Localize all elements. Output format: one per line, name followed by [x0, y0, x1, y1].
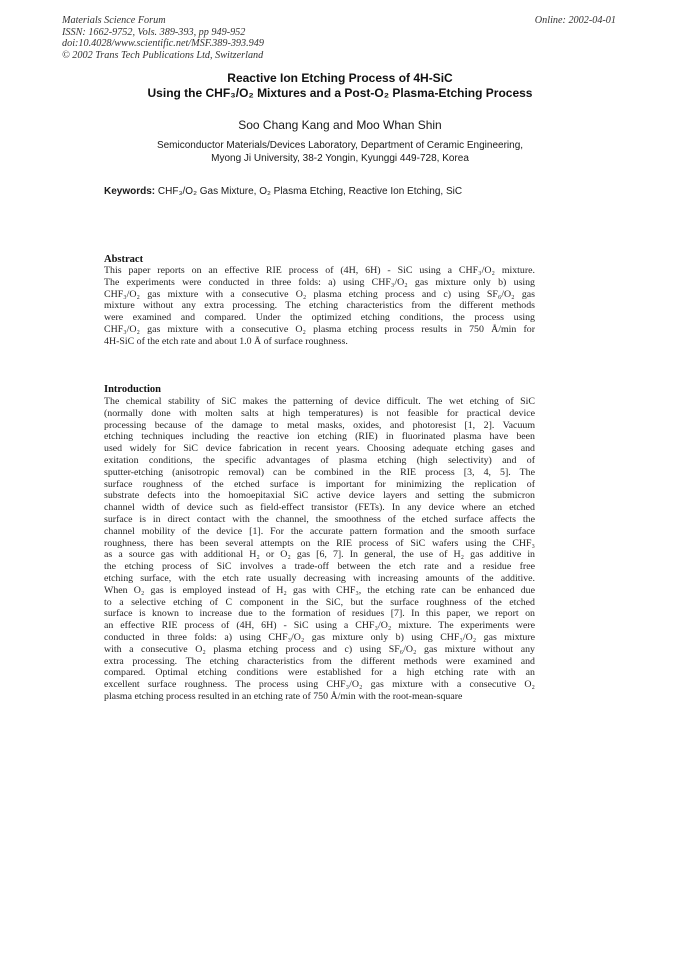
intro-line: to a selective etching of C component in the SiC, but the surface roughness of the etched — [104, 596, 535, 608]
keywords — [104, 186, 604, 198]
intro-line: with a consecutive O₂ plasma etching process and c) using SF₆/O₂ gas mixture without any — [104, 643, 535, 655]
intro-line: exitation conditions, the specific advantages of plasma etching (high selectivity) and of — [104, 454, 535, 466]
issn-line: ISSN: 1662-9752, Vols. 389-393, pp 949-952 — [62, 26, 246, 38]
intro-line: surface roughness of the etched surface is important for minimizing the replication of — [104, 478, 535, 490]
introduction-heading: Introduction — [104, 384, 161, 395]
authors: Soo Chang Kang and Moo Whan Shin — [238, 118, 442, 132]
intro-line: etching surface, with the etch rate usually decreasing with increasing amounts of the additive. — [104, 572, 535, 584]
intro-line: used widely for SiC device fabrication in recent years. Choosing adequate etching gases and — [104, 443, 535, 455]
journal-header — [62, 15, 382, 61]
intro-line: surface is in direct contact with the channel, the smoothness of the etched surface affects the — [104, 513, 535, 525]
keywords-text: CHF₃/O₂ Gas Mixture, O₂ Plasma Etching, Reactive Ion Etching, SiC — [157, 186, 463, 197]
abstract-heading: Abstract — [104, 254, 144, 265]
keywords-label: Keywords: — [104, 186, 156, 197]
intro-line: processing because of the damage to metal masks, oxides, and photoresist [1, 2]. Vacuum — [104, 419, 535, 431]
intro-line: channel mobility of the device [1]. For the accurate pattern formation and the smooth surface — [104, 525, 535, 537]
abstract-line: CHF₃/O₂ gas mixture with a consecutive O₂ plasma etching process and c) using SF₆/O₂ gas — [104, 288, 535, 300]
intro-line: compared. Optimal etching conditions were established for a high etching rate with an — [104, 667, 535, 679]
intro-line: extra processing. The etching characteristics from the different methods were examined and — [104, 655, 535, 667]
abstract-line: CHF₃/O₂ gas mixture with a consecutive O₂ plasma etching process results in 750 Å/min for — [104, 323, 535, 335]
affiliation-line-2: Myong Ji University, 38-2 Yongin, Kyunggi 449-728, Korea — [211, 152, 469, 164]
intro-line: sputter-etching (anisotropic removal) can be combined in the RIE process [3, 4, 5]. The — [104, 466, 535, 478]
intro-line: plasma etching process resulted in an etching rate of 750 Å/min with the root-mean-square — [104, 690, 463, 702]
intro-line: roughness, there has been several attempts on the RIE process of SiC wafers using the CHF₃ — [104, 537, 535, 549]
intro-line: the etching process of SiC involves a trade-off between the etch rate and a residue free — [104, 561, 535, 573]
abstract-line: were examined and compared. Under the optimized etching conditions, the process using — [104, 312, 535, 324]
doi-line: doi:10.4028/www.scientific.net/MSF.389-393.949 — [62, 38, 264, 50]
intro-line: The chemical stability of SiC makes the patterning of device difficult. The wet etching of SiC — [104, 396, 535, 407]
intro-line: an effective RIE process of (4H, 6H) - SiC using a CHF₃/O₂ mixture. The experiments were — [104, 620, 535, 632]
abstract-line: This paper reports on an effective RIE process of (4H, 6H) - SiC using a CHF₃/O₂ mixture. — [104, 265, 535, 276]
intro-line: When O₂ gas is employed instead of H₂ gas with CHF₃, the etching rate can be enhanced due — [104, 584, 535, 596]
copyright-line: © 2002 Trans Tech Publications Ltd, Switzerland — [62, 49, 264, 61]
intro-line: etching techniques including the reactive ion etching (RIE) in fluorinated plasma have been — [104, 431, 535, 443]
online-date: Online: 2002-04-01 — [534, 15, 616, 26]
abstract-line: The experiments were conducted in three folds: a) using CHF₃/O₂ gas mixture only b) using — [104, 276, 535, 288]
intro-line: channel width of device such as field-effect transistor (FETs). In any device where an etched — [104, 502, 535, 514]
abstract-body — [104, 265, 535, 348]
intro-line: substrate defects into the homoepitaxial SiC active device layers and setting the submicron — [104, 490, 535, 502]
intro-line: as a source gas with additional H₂ or O₂ gas [6, 7]. In general, the use of H₂ gas additive in — [104, 549, 535, 561]
paper-title — [60, 71, 620, 101]
abstract-line: mixture without any extra processing. The etching characteristics from the different methods — [104, 300, 535, 312]
affiliation-line-1: Semiconductor Materials/Devices Laboratory, Department of Ceramic Engineering, — [156, 140, 524, 151]
title-line-1: Reactive Ion Etching Process of 4H-SiC — [227, 71, 453, 85]
title-line-2: Using the CHF₃/O₂ Mixtures and a Post-O₂ Plasma-Etching Process — [147, 86, 533, 100]
intro-line: excellent surface roughness. The process using CHF₃/O₂ gas mixture with a consecutive O₂ — [104, 679, 535, 691]
intro-line: surface is known to increase due to the formation of residues [7]. In this paper, we report on — [104, 608, 535, 620]
introduction-body — [104, 396, 535, 703]
affiliation — [60, 140, 620, 165]
intro-line: (normally done with molten salts at high temperatures) is not feasible for practical device — [104, 407, 535, 419]
intro-line: conducted in three folds: a) using CHF₃/O₂ gas mixture only b) using CHF₃/O₂ gas mixture — [104, 631, 535, 643]
journal-name: Materials Science Forum — [62, 15, 166, 26]
abstract-line: 4H-SiC of the etch rate and about 1.0 Å of surface roughness. — [104, 335, 348, 347]
